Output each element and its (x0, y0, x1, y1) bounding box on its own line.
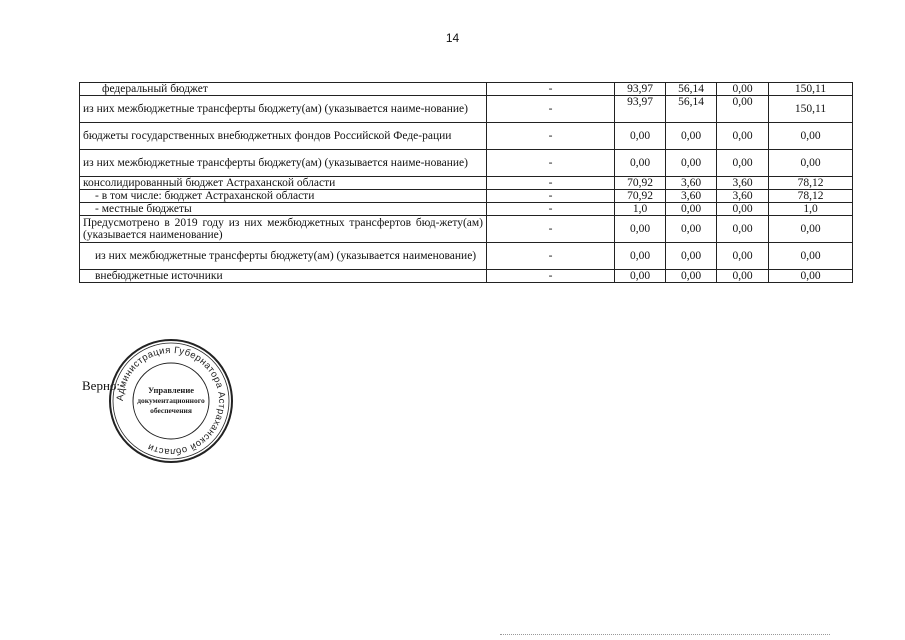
row-value-3: 0,00 (717, 83, 769, 96)
row-total: 0,00 (769, 270, 853, 283)
row-value-3: 0,00 (717, 150, 769, 177)
table-row (80, 123, 853, 150)
row-total: 150,11 (769, 83, 853, 96)
row-total: 150,11 (769, 96, 853, 123)
row-value-2: 0,00 (666, 243, 717, 270)
row-total: 0,00 (769, 123, 853, 150)
table-row (80, 203, 853, 216)
row-dash: - (487, 96, 615, 123)
row-dash: - (487, 190, 615, 203)
row-total: 0,00 (769, 150, 853, 177)
row-value-2: 0,00 (666, 270, 717, 283)
official-seal (107, 337, 235, 465)
seal-inner-line-2: документационного (137, 396, 205, 405)
row-value-1: 0,00 (615, 270, 666, 283)
row-label: федеральный бюджет (80, 83, 487, 96)
row-value-3: 0,00 (717, 96, 769, 123)
row-dash: - (487, 216, 615, 243)
row-value-3: 0,00 (717, 270, 769, 283)
row-label: бюджеты государственных внебюджетных фондов Российской Феде-рации (80, 123, 487, 150)
row-label: из них межбюджетные трансферты бюджету(ам) (указывается наименование) (80, 243, 487, 270)
row-value-3: 3,60 (717, 190, 769, 203)
row-total: 0,00 (769, 216, 853, 243)
row-value-2: 0,00 (666, 150, 717, 177)
row-value-2: 56,14 (666, 96, 717, 123)
row-value-3: 0,00 (717, 216, 769, 243)
table-row (80, 270, 853, 283)
row-total: 78,12 (769, 177, 853, 190)
row-dash: - (487, 123, 615, 150)
table-row (80, 216, 853, 243)
table-row (80, 150, 853, 177)
row-value-2: 3,60 (666, 177, 717, 190)
seal-inner-line-3: обеспечения (150, 406, 192, 415)
row-value-1: 0,00 (615, 150, 666, 177)
table-row (80, 190, 853, 203)
row-total: 0,00 (769, 243, 853, 270)
row-dash: - (487, 243, 615, 270)
row-value-3: 3,60 (717, 177, 769, 190)
row-value-1: 0,00 (615, 243, 666, 270)
row-value-2: 0,00 (666, 203, 717, 216)
row-label: консолидированный бюджет Астраханской области (80, 177, 487, 190)
row-dash: - (487, 150, 615, 177)
row-value-2: 3,60 (666, 190, 717, 203)
row-value-2: 0,00 (666, 123, 717, 150)
verno-label: Верно: (82, 378, 121, 393)
row-label: - в том числе: бюджет Астраханской области (80, 190, 487, 203)
row-value-1: 0,00 (615, 216, 666, 243)
row-value-1: 70,92 (615, 190, 666, 203)
row-dash: - (487, 177, 615, 190)
seal-outer-text: Администрация Губернатора Астраханской области (114, 344, 228, 458)
row-value-1: 70,92 (615, 177, 666, 190)
row-total: 78,12 (769, 190, 853, 203)
row-dash: - (487, 203, 615, 216)
table-row (80, 83, 853, 96)
scan-artifact-line (500, 634, 830, 638)
row-value-3: 0,00 (717, 123, 769, 150)
row-dash: - (487, 83, 615, 96)
row-dash: - (487, 270, 615, 283)
row-label: внебюджетные источники (80, 270, 487, 283)
table-row (80, 96, 853, 123)
row-label: Предусмотрено в 2019 году из них межбюджетных трансфертов бюд-жету(ам) (указывается наименование) (80, 216, 487, 243)
row-value-2: 56,14 (666, 83, 717, 96)
row-value-3: 0,00 (717, 203, 769, 216)
row-value-2: 0,00 (666, 216, 717, 243)
row-label: из них межбюджетные трансферты бюджету(ам) (указывается наиме-нование) (80, 150, 487, 177)
row-value-3: 0,00 (717, 243, 769, 270)
row-total: 1,0 (769, 203, 853, 216)
table-row (80, 243, 853, 270)
row-value-1: 1,0 (615, 203, 666, 216)
row-value-1: 93,97 (615, 83, 666, 96)
seal-inner-line-1: Управление (147, 385, 195, 395)
page-number: 14 (445, 31, 460, 45)
row-label: из них межбюджетные трансферты бюджету(ам) (указывается наиме-нование) (80, 96, 487, 123)
table-row (80, 177, 853, 190)
row-value-1: 93,97 (615, 96, 666, 123)
seal-stamp-icon (107, 337, 235, 465)
row-label: - местные бюджеты (80, 203, 487, 216)
budget-table (79, 82, 853, 283)
row-value-1: 0,00 (615, 123, 666, 150)
